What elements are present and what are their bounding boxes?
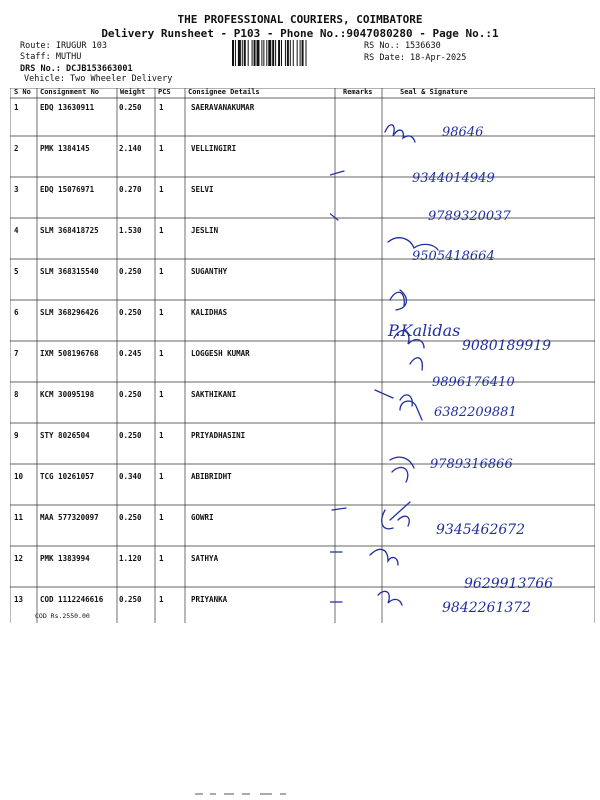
pcs-cell: 1 [159,349,164,358]
weight-cell: 1.530 [119,226,142,235]
weight-cell: 0.250 [119,595,142,604]
consignment-cell: PMK 1384145 [40,144,90,153]
weight-cell: 2.140 [119,144,142,153]
sno-cell: 12 [14,554,24,563]
staff-label: Staff: MUTHU [20,52,82,62]
sig-name-6: P.Kalidas [388,321,461,340]
pcs-cell: 1 [159,267,164,276]
sno-cell: 8 [14,390,19,399]
pcs-cell: 1 [159,431,164,440]
barcode-bar [248,40,249,66]
consignment-cell: MAA 577320097 [40,513,99,522]
sno-cell: 11 [14,513,24,522]
column-header-consignment: Consignment No [40,88,100,96]
barcode-bar [235,40,236,66]
consignment-cell: TCG 10261057 [40,472,95,481]
scan-artifact [190,790,310,798]
weight-cell: 1.120 [119,554,142,563]
weight-cell: 0.250 [119,267,142,276]
barcode-bar [263,40,264,66]
pcs-cell: 1 [159,595,164,604]
column-header-signature: Seal & Signature [400,88,468,96]
weight-cell: 0.340 [119,472,142,481]
consignment-cell: SLM 368418725 [40,226,99,235]
sig-phone-6: 9080189919 [462,338,552,354]
column-header-pcs: PCS [158,88,171,96]
sno-cell: 7 [14,349,19,358]
barcode-bar [297,40,298,66]
barcode-image [232,40,354,66]
barcode-bar [232,40,234,66]
consignment-cell: SLM 368315540 [40,267,99,276]
weight-cell: 0.250 [119,513,142,522]
pcs-cell: 1 [159,390,164,399]
consignee-cell: SAKTHIKANI [191,390,237,399]
sig-phone-8: 6382209881 [434,405,517,420]
consignee-cell: VELLINGIRI [191,144,237,153]
barcode-bar [302,40,304,66]
consignee-cell: KALIDHAS [191,308,228,317]
weight-cell: 0.245 [119,349,142,358]
consignment-cell: PMK 1383994 [40,554,90,563]
column-header-weight: Weight [120,88,146,96]
barcode-bar [242,40,243,66]
sig-phone-1: 98646 [442,125,484,140]
sno-cell: 1 [14,103,19,112]
sno-cell: 9 [14,431,19,440]
barcode-bar [275,40,276,66]
pcs-cell: 1 [159,185,164,194]
barcode-bar [285,40,286,66]
barcode-bar [266,40,267,66]
sno-cell: 4 [14,226,19,235]
pcs-cell: 1 [159,144,164,153]
sig-phone-13: 9629913766 [464,576,554,592]
sig-phone-4b: 9505418664 [412,249,495,264]
consignee-cell: JESLIN [191,226,219,235]
sig-phone-10: 9789316866 [430,457,513,472]
barcode-bar [261,40,262,66]
weight-cell: 0.250 [119,390,142,399]
barcode-bar [244,40,246,66]
consignee-cell: ABIBRIDHT [191,472,232,481]
consignment-cell: KCM 30095198 [40,390,95,399]
barcode-bar [281,40,282,66]
sig-phone-4: 9789320037 [428,209,511,224]
handwritten-signatures [330,100,600,620]
consignment-cell: EDQ 15076971 [40,185,95,194]
sno-cell: 5 [14,267,19,276]
barcode-bar [268,40,271,66]
consignment-cell: EDQ 13630911 [40,103,95,112]
barcode-bar [257,40,260,66]
cod-amount: COD Rs.2550.00 [35,612,90,620]
barcode-bar [254,40,256,66]
column-header-sno: S No [14,88,31,96]
drs-number: DRS No.: DCJB153663001 [20,64,133,74]
barcode-bar [272,40,274,66]
vehicle-label: Vehicle: Two Wheeler Delivery [24,74,173,84]
route-label: Route: IRUGUR 103 [20,41,107,51]
sig-phone-2: 9344014949 [412,171,495,186]
sig-phone-13b: 9842261372 [442,600,532,616]
consignee-cell: GOWRI [191,513,214,522]
pcs-cell: 1 [159,103,164,112]
consignment-cell: STY 8026504 [40,431,90,440]
company-name: THE PROFESSIONAL COURIERS, COIMBATORE [177,13,423,26]
sno-cell: 13 [14,595,24,604]
barcode-bar [293,40,294,66]
sno-cell: 10 [14,472,24,481]
rs-date: RS Date: 18-Apr-2025 [364,53,467,63]
consignment-cell: IXM 508196768 [40,349,99,358]
sig-phone-7: 9896176410 [432,375,515,390]
weight-cell: 0.250 [119,431,142,440]
pcs-cell: 1 [159,513,164,522]
weight-cell: 0.270 [119,185,142,194]
pcs-cell: 1 [159,554,164,563]
weight-cell: 0.250 [119,103,142,112]
consignment-cell: COD 1112246616 [40,595,104,604]
runsheet-title: Delivery Runsheet - P103 - Phone No.:9047080280 - Page No.:1 [101,27,499,40]
consignee-cell: SATHYA [191,554,219,563]
barcode-bar [300,40,301,66]
consignee-cell: SELVI [191,185,214,194]
consignee-cell: LOGGESH KUMAR [191,349,250,358]
barcode-bar [287,40,289,66]
barcode-bar [278,40,280,66]
consignee-cell: PRIYANKA [191,595,228,604]
pcs-cell: 1 [159,308,164,317]
barcode-bar [238,40,241,66]
column-header-consignee: Consignee Details [188,88,260,96]
column-header-remarks: Remarks [343,88,373,96]
pcs-cell: 1 [159,226,164,235]
barcode-bar [252,40,253,66]
consignment-cell: SLM 368296426 [40,308,99,317]
consignee-cell: SUGANTHY [191,267,228,276]
sno-cell: 6 [14,308,19,317]
consignee-cell: SAERAVANAKUMAR [191,103,255,112]
sig-phone-11: 9345462672 [436,522,526,538]
consignee-cell: PRIYADHASINI [191,431,246,440]
weight-cell: 0.250 [119,308,142,317]
pcs-cell: 1 [159,472,164,481]
sno-cell: 2 [14,144,19,153]
barcode-bar [290,40,291,66]
sno-cell: 3 [14,185,19,194]
barcode-bar [306,40,307,66]
rs-number: RS No.: 1536630 [364,41,441,51]
